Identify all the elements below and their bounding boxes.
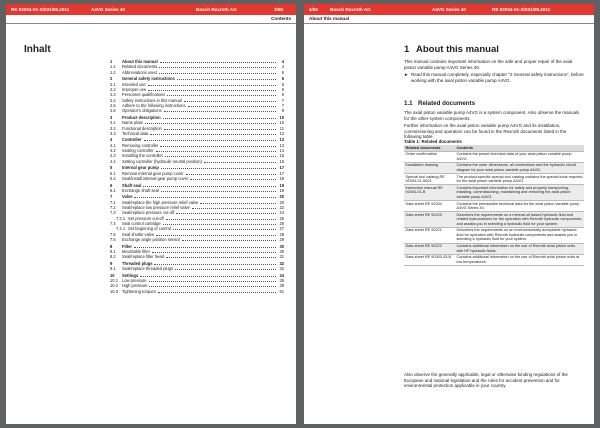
chapter-heading — [404, 44, 499, 55]
toc-text: Shaft seal — [122, 182, 142, 188]
toc-number: 6.1 — [110, 187, 116, 193]
toc-page: 24 — [279, 210, 284, 216]
toc-leader — [159, 67, 277, 68]
table-of-contents — [110, 59, 284, 294]
document-cell: Special tool catalog RE 92004-01-S601 — [404, 174, 455, 185]
toc-text: Installing the controller — [122, 153, 163, 159]
toc-text: Settings — [122, 272, 139, 278]
toc-number: 4.2 — [110, 148, 116, 154]
toc-page: 32 — [279, 266, 284, 272]
toc-text: High pressure — [122, 283, 148, 289]
toc-leader — [177, 79, 277, 80]
toc-text: Seal/replace the high pressure relief valve — [122, 199, 199, 205]
table-row — [404, 174, 584, 185]
toc-number: 7.1 — [110, 199, 116, 205]
toc-leader — [143, 186, 277, 187]
toc-text: Improper use — [122, 86, 147, 92]
toc-number: 5.1 — [110, 170, 116, 176]
chapter-number: 1 — [404, 44, 410, 55]
toc-number: 1 — [110, 59, 113, 64]
toc-page: 32 — [279, 260, 284, 266]
toc-leader — [154, 264, 277, 265]
toc-leader — [188, 106, 277, 107]
toc-page: 11 — [279, 125, 284, 131]
toc-number: 4.4 — [110, 158, 116, 164]
toc-leader — [161, 191, 277, 192]
contents-cell: Contains the preset technical data of your axial piston variable pump A4VG. — [455, 151, 584, 162]
toc-leader — [160, 146, 277, 147]
toc-text: Functional description — [122, 125, 162, 131]
toc-page: 25 — [279, 215, 284, 221]
toc-page: 19 — [279, 182, 284, 188]
toc-leader — [134, 247, 277, 248]
toc-number: 3.3 — [110, 130, 116, 136]
instruction-bullet — [404, 72, 584, 83]
contents-cell: Contains additional information on the use of Rexroth axial piston units at low temperatures. — [455, 254, 584, 265]
toc-text: Abbreviations used — [122, 69, 157, 75]
toc-number: 10.2 — [110, 283, 118, 289]
toc-page: 14 — [279, 148, 284, 154]
toc-page: 15 — [279, 153, 284, 159]
document-cell: Order confirmation — [404, 151, 455, 162]
toc-number: 9.1 — [110, 266, 116, 272]
toc-text: Technical data — [122, 130, 149, 136]
toc-number: 7.4.1 — [116, 226, 126, 232]
toc-page: 19 — [279, 187, 284, 193]
table-row — [404, 227, 584, 243]
toc-leader — [152, 252, 277, 253]
toc-entry[interactable] — [110, 159, 284, 164]
section-label: Contents — [271, 16, 291, 21]
toc-text: Valve — [122, 194, 133, 200]
toc-text: Related documents — [122, 64, 158, 70]
toc-number: 3 — [110, 114, 113, 120]
toc-text: Remove internal gear pump cover — [122, 170, 184, 176]
toc-leader — [163, 224, 277, 225]
toc-leader — [176, 213, 277, 214]
toc-number: 2.2 — [110, 86, 116, 92]
toc-number: 7.4 — [110, 221, 116, 227]
product-name: A4VG Series 40 — [91, 7, 125, 12]
toc-leader — [204, 162, 277, 163]
intro-paragraph: This manual contains important information on the safe and proper repair of the axial piston variable pump A4VG Series 40. — [404, 59, 573, 70]
toc-text: Exchange angle position sensor — [122, 237, 181, 243]
table-row — [404, 254, 584, 265]
toc-text: Operator's obligations — [122, 108, 162, 114]
toc-page: 29 — [279, 237, 284, 243]
document-cell: Data sheet RE 90221 — [404, 227, 455, 243]
toc-number: 4.1 — [110, 142, 116, 148]
toc-number: 7.6 — [110, 237, 116, 243]
column-header: Contents — [455, 145, 584, 151]
toc-number: 6 — [110, 182, 113, 188]
arrow-icon: ► — [404, 72, 409, 77]
toc-text: Product description — [122, 114, 161, 120]
toc-text: Intended use — [122, 81, 146, 87]
toc-page: 13 — [279, 142, 284, 148]
toc-text: Seal control cartridge — [122, 221, 161, 227]
document-cell: Instruction manual RE 92004-01-B — [404, 185, 455, 201]
doc-reference: RE 92004-01-S/031/09.2011 — [492, 7, 551, 12]
toc-number: 7.2 — [110, 205, 116, 211]
toc-leader — [167, 95, 277, 96]
toc-page: 20 — [279, 199, 284, 205]
toc-text: Removing controller — [122, 142, 159, 148]
page-header — [304, 4, 594, 15]
toc-leader — [164, 111, 277, 112]
toc-entry[interactable] — [110, 188, 284, 193]
document-cell: Data sheet RE 90222 — [404, 243, 455, 254]
toc-entry[interactable] — [110, 70, 284, 75]
toc-entry[interactable] — [110, 266, 284, 271]
document-cell: Installation drawing — [404, 162, 455, 173]
toc-page: 10 — [279, 114, 284, 120]
toc-number: 4.3 — [110, 153, 116, 159]
section-number: 1.1 — [404, 100, 413, 107]
section-title: Related documents — [418, 100, 476, 107]
table-row — [404, 212, 584, 228]
toc-page: 10 — [279, 120, 284, 126]
toc-text: Seal/replace low pressure relief valve — [122, 205, 190, 211]
related-documents-table — [404, 145, 584, 266]
toc-number: 2.5 — [110, 102, 116, 108]
toc-leader — [160, 62, 277, 63]
toc-number: 2.6 — [110, 108, 116, 114]
toc-text: Sealing controller — [122, 148, 154, 154]
company-name: Bosch Rexroth AG — [330, 7, 371, 12]
toc-leader — [163, 118, 277, 119]
toc-leader — [156, 235, 277, 236]
toc-page: 51 — [279, 288, 284, 294]
toc-page: 17 — [279, 165, 284, 171]
toc-text: Seal/replace filter head — [122, 254, 164, 260]
toc-text: Safety instructions in this manual — [122, 97, 182, 103]
toc-leader — [150, 134, 277, 135]
toc-text: Seal/replace threaded plugs — [122, 266, 173, 272]
toc-page: 17 — [279, 170, 284, 176]
contents-cell: Describes the requirements on an environmentally acceptable hydraulic fluid for operation with Rexroth hydraulic components and assists you in selecting a hydraulic fluid for your system. — [455, 227, 584, 243]
toc-leader — [186, 174, 277, 175]
bullet-text: Read this manual completely, especially chapter "2 General safety instructions", before working with the axial piston variable pump A4VG. — [411, 72, 584, 83]
toc-page: 27 — [279, 226, 284, 232]
toc-leader — [166, 257, 277, 258]
toc-leader — [144, 140, 277, 141]
document-cell: Data sheet RE 92004 — [404, 200, 455, 211]
toc-text: Set pressure cut-off — [128, 215, 164, 221]
toc-number: 7.5 — [110, 231, 116, 237]
toc-page: 9 — [281, 108, 284, 114]
toc-page: 16 — [279, 158, 284, 164]
toc-number: 3.1 — [110, 120, 116, 126]
toc-page: 22 — [279, 205, 284, 211]
toc-leader — [161, 168, 277, 169]
toc-text: Exchange shaft seal — [122, 187, 159, 193]
page-number: 4/60 — [309, 7, 318, 12]
toc-text: Seal/install internal gear pump cover — [122, 175, 189, 181]
toc-text: Tightening torques — [122, 288, 156, 294]
toc-page: 19 — [279, 175, 284, 181]
contents-cell: Describes the requirements on a mineral-oil based hydraulic fluid and related hydrocarbons for the operation with Rexroth hydraulic components, and assists you in selecting a hydraulic fluid for your system. — [456, 212, 583, 226]
section-label: About this manual — [309, 16, 350, 21]
toc-leader — [148, 90, 277, 91]
section-heading — [404, 100, 475, 107]
toc-number: 8.2 — [110, 254, 116, 260]
toc-text: Filter — [122, 243, 133, 249]
toc-text: Adhere to the following instructions — [122, 102, 186, 108]
toc-text: Controller — [122, 137, 142, 143]
toc-text: Seal shuttle valve — [122, 231, 155, 237]
toc-page: 30 — [279, 243, 284, 249]
toc-number: 5 — [110, 165, 113, 171]
toc-leader — [173, 229, 277, 230]
toc-page: 13 — [279, 137, 284, 143]
toc-text: Name plate — [122, 120, 143, 126]
toc-title: Inhalt — [24, 44, 51, 55]
toc-entry[interactable] — [110, 108, 284, 113]
toc-leader — [164, 129, 277, 130]
toc-leader — [134, 197, 277, 198]
toc-text: About this manual — [122, 59, 158, 64]
toc-text: Set beginning of control — [128, 226, 172, 232]
toc-number: 3.2 — [110, 125, 116, 131]
toc-number: 10.1 — [110, 278, 118, 284]
doc-reference: RE 92004-01-S/031/09.2011 — [11, 7, 70, 12]
right-page — [304, 4, 594, 424]
toc-number: 8.1 — [110, 249, 116, 254]
toc-number: 4 — [110, 137, 113, 143]
toc-page: 12 — [279, 130, 284, 136]
toc-page: 4 — [281, 59, 284, 64]
page-header — [6, 4, 296, 15]
toc-text: Personnel qualifications — [122, 92, 166, 98]
page-number: 3/60 — [274, 7, 283, 12]
toc-leader — [200, 203, 277, 204]
toc-page: 35 — [279, 278, 284, 284]
toc-leader — [149, 286, 277, 287]
toc-leader — [190, 179, 277, 180]
toc-number: 10.3 — [110, 288, 118, 294]
toc-text: Low pressure — [122, 278, 147, 284]
toc-page: 34 — [279, 272, 284, 278]
toc-text: Setting controller (hydraulic neutral position) — [122, 158, 202, 164]
toc-number: 1.1 — [110, 64, 116, 70]
toc-leader — [158, 292, 277, 293]
toc-page: 30 — [279, 249, 284, 254]
contents-cell: Contains important information for safely and properly transporting, installing, commissioning, maintaining and removing the axial piston variable pump A4VG. — [455, 185, 584, 201]
contents-cell: Contains the permissible technical data for the axial piston variable pump A4VG Series 40. — [455, 200, 584, 211]
toc-leader — [192, 208, 277, 209]
toc-number: 2 — [110, 76, 113, 82]
toc-text: Threaded plugs — [122, 260, 153, 266]
toc-number: 2.4 — [110, 97, 116, 103]
chapter-title: About this manual — [416, 44, 499, 55]
closing-paragraph: Also observe the generally applicable, legal or otherwise binding regulations of the European and national legislation and the rules for accident prevention and for environmental protection applicable in your country. — [404, 372, 568, 389]
toc-entry[interactable] — [110, 131, 284, 136]
product-name: A4VG Series 40 — [432, 7, 466, 12]
page-subheader — [6, 15, 296, 24]
toc-leader — [145, 123, 277, 124]
toc-page: 6 — [281, 81, 284, 87]
toc-number: 7.3 — [110, 210, 116, 216]
table-row — [404, 243, 584, 254]
toc-entry[interactable] — [110, 289, 284, 294]
table-caption: Table 1: Related documents — [404, 139, 462, 144]
toc-number: 7.3.1 — [116, 215, 126, 221]
toc-page: 6 — [281, 76, 284, 82]
toc-page: 39 — [279, 283, 284, 289]
toc-leader — [182, 240, 277, 241]
toc-leader — [149, 281, 277, 282]
left-page — [6, 4, 296, 424]
section-paragraph-2: Further information on the axial piston variable pump A4VG and its installation, commissioning and operation can be found in the Rexroth documents listed in the following table. — [404, 123, 567, 140]
table-row — [404, 151, 584, 162]
toc-page: 4 — [281, 64, 284, 70]
table-row — [404, 200, 584, 211]
toc-number: 1.2 — [110, 69, 116, 75]
column-header: Related documents — [404, 145, 455, 151]
toc-text: Internal gear pump — [122, 165, 159, 171]
toc-leader — [156, 151, 277, 152]
toc-page: 6 — [281, 86, 284, 92]
toc-entry[interactable] — [110, 237, 284, 242]
company-name: Bosch Rexroth AG — [196, 7, 237, 12]
toc-leader — [175, 269, 277, 270]
toc-leader — [140, 276, 277, 277]
toc-text: Seal/replace pressure cut-off — [122, 210, 175, 216]
toc-leader — [159, 73, 277, 74]
document-cell: Data sheet RE 90300-03-B — [404, 254, 455, 265]
toc-number: 7 — [110, 194, 113, 200]
toc-number: 9 — [110, 260, 113, 266]
toc-page: 7 — [281, 102, 284, 108]
contents-cell: The product-specific special tool catalog contains the special tools required for the axial piston variable pump A4VG. — [456, 174, 583, 184]
table-row — [404, 162, 584, 173]
section-paragraph: The axial piston variable pump A4VG is a system component. Also observe the manuals for the other system components. — [404, 110, 580, 121]
toc-number: 8 — [110, 243, 113, 249]
toc-number: 2.1 — [110, 81, 116, 87]
toc-text: Mountable filter — [122, 249, 150, 254]
table-row — [404, 185, 584, 201]
document-cell: Data sheet RE 90220 — [404, 212, 455, 228]
toc-number: 10 — [110, 272, 115, 278]
toc-number: 5.2 — [110, 175, 116, 181]
toc-page: 31 — [279, 254, 284, 260]
toc-page: 20 — [279, 194, 284, 200]
toc-leader — [148, 85, 277, 86]
toc-page: 5 — [281, 69, 284, 75]
contents-cell: Contains additional information on the use of Rexroth axial piston units with HF hydraulic fluids. — [455, 243, 584, 254]
toc-page: 7 — [281, 97, 284, 103]
toc-page: 28 — [279, 231, 284, 237]
contents-cell: Contains the outer dimensions, all connections and the hydraulic circuit diagram for your axial piston variable pump A4VG. — [455, 162, 584, 173]
toc-entry[interactable] — [110, 254, 284, 259]
toc-number: 2.3 — [110, 92, 116, 98]
page-subheader — [304, 15, 594, 24]
toc-text: General safety instructions — [122, 76, 175, 82]
toc-entry[interactable] — [110, 176, 284, 181]
toc-leader — [166, 219, 277, 220]
toc-page: 26 — [279, 221, 284, 227]
toc-leader — [184, 101, 277, 102]
toc-leader — [165, 156, 277, 157]
toc-page: 6 — [281, 92, 284, 98]
